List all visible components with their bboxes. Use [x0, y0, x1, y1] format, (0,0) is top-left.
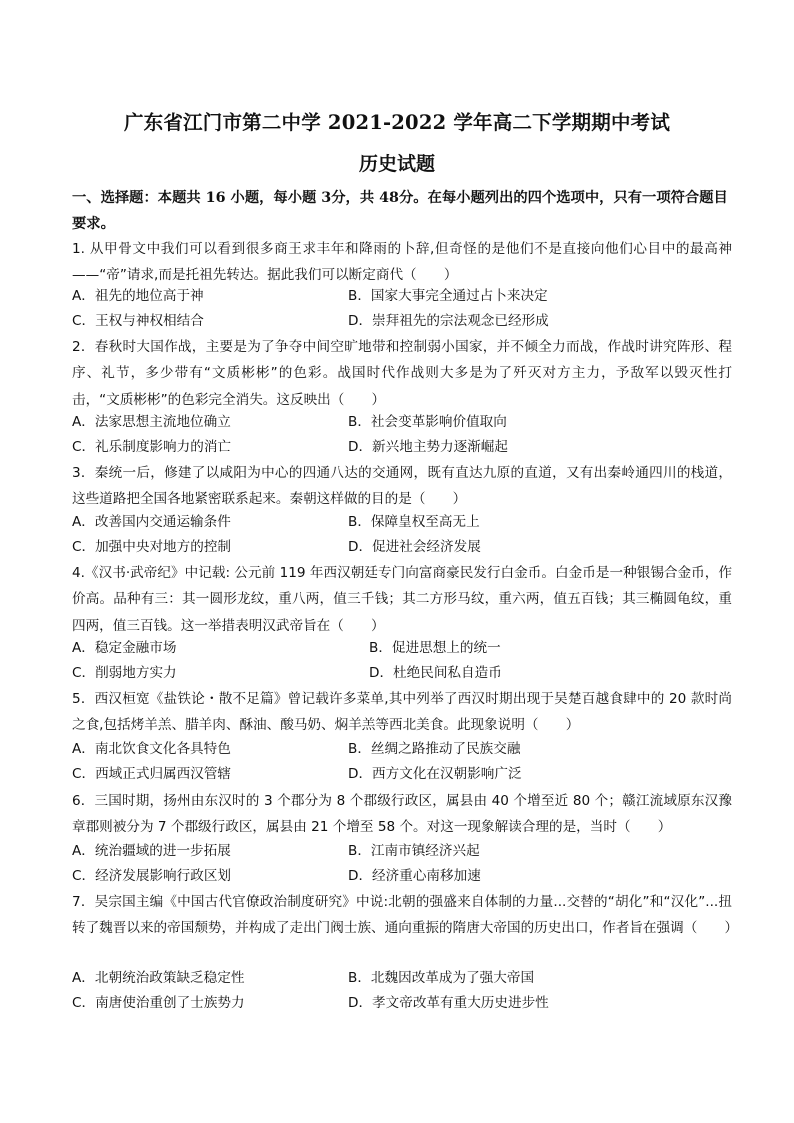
option-c[interactable]: C．西域正式归属西汉管辖: [72, 766, 232, 783]
option-c[interactable]: C．加强中央对地方的控制: [72, 539, 232, 556]
option-d[interactable]: D．新兴地主势力逐渐崛起: [348, 439, 508, 456]
option-a[interactable]: A．南北饮食文化各具特色: [72, 741, 231, 757]
option-d[interactable]: D．促进社会经济发展: [348, 539, 481, 556]
question-stem: 6．三国时期，扬州由东汉时的 3 个郡分为 8 个郡级行政区，属县由 40 个增至近 80 个；赣江流域原东汉豫章郡则被分为 7 个郡级行政区，属县由 21 个增至 58 个。对这一现象解读合理的是，当时（ ）: [72, 793, 732, 836]
question-6: [72, 788, 732, 841]
option-b[interactable]: B．丝绸之路推动了民族交融: [348, 741, 521, 757]
option-b[interactable]: B．社会变革影响价值取向: [348, 414, 507, 430]
question-stem: 2．春秋时大国作战，主要是为了争夺中间空旷地带和控制弱小国家，并不倾全力而战，作战时讲究阵形、程序、礼节，多少带有“文质彬彬”的色彩。战国时代作战则大多是为了歼灭对方主力，予敌军以毁灭性打击，“文质彬彬”的色彩完全消失。这反映出（ ）: [72, 339, 732, 408]
option-d[interactable]: D．杜绝民间私自造币: [369, 665, 502, 682]
option-c[interactable]: C．礼乐制度影响力的消亡: [72, 439, 232, 456]
option-a[interactable]: A．统治疆域的进一步拓展: [72, 843, 231, 859]
question-3: [72, 460, 732, 513]
exam-title: 广东省江门市第二中学 2021-2022 学年高二下学期期中考试: [123, 111, 671, 134]
question-4: [72, 560, 732, 639]
option-a[interactable]: A．改善国内交通运输条件: [72, 514, 231, 530]
option-b[interactable]: B．保障皇权至高无上: [348, 514, 480, 530]
question-1-options: [72, 284, 732, 335]
question-3-options: [72, 510, 732, 561]
option-c[interactable]: C．王权与神权相结合: [72, 313, 204, 330]
option-b[interactable]: B．北魏因改革成为了强大帝国: [348, 970, 535, 986]
option-c[interactable]: C．经济发展影响行政区划: [72, 868, 232, 885]
question-7-options: [72, 966, 732, 1017]
section-heading: 一、选择题：本题共 16 小题，每小题 3分，共 48分。在每小题列出的四个选项中，只有一项符合题目要求。: [72, 190, 728, 232]
question-7: [72, 889, 739, 942]
option-c[interactable]: C．南唐使治重创了士族势力: [72, 995, 245, 1012]
option-a[interactable]: A．祖先的地位高于神: [72, 288, 204, 304]
question-stem: 3．秦统一后，修建了以咸阳为中心的四通八达的交通网，既有直达九原的直道，又有出秦岭通四川的栈道，这些道路把全国各地紧密联系起来。秦朝这样做的目的是（ ）: [72, 465, 732, 508]
option-c[interactable]: C．削弱地方实力: [72, 665, 177, 682]
question-stem: 4.《汉书·武帝纪》中记载: 公元前 119 年西汉朝廷专门向富商豪民发行白金币。白金币是一种银锡合金币，作价高。品种有三：其一圆形龙纹，重八两，值三千钱；其二方形马纹，重六两，值五百钱；其三椭圆龟纹，重四两，值三百钱。这一举措表明汉武帝旨在（ ）: [72, 565, 732, 634]
question-5: [72, 686, 732, 739]
question-stem: 1. 从甲骨文中我们可以看到很多商王求丰年和降雨的卜辞,但奇怪的是他们不是直接向他们心目中的最高神——“帝”请求,而是托祖先转达。据此我们可以断定商代（ ）: [72, 241, 732, 284]
question-5-options: [72, 737, 732, 788]
question-2-options: [72, 410, 732, 461]
option-a[interactable]: A．法家思想主流地位确立: [72, 414, 231, 430]
question-6-options: [72, 839, 732, 890]
option-a[interactable]: A．稳定金融市场: [72, 640, 177, 656]
question-2: [72, 334, 732, 413]
option-a[interactable]: A．北朝统治政策缺乏稳定性: [72, 970, 245, 986]
question-4-options: [72, 636, 732, 687]
question-1: [72, 236, 732, 289]
option-b[interactable]: B．江南市镇经济兴起: [348, 843, 480, 859]
exam-subtitle: 历史试题: [358, 153, 435, 175]
option-d[interactable]: D．孝文帝改革有重大历史进步性: [348, 995, 549, 1012]
question-stem: 5．西汉桓宽《盐铁论・散不足篇》曾记载许多菜单,其中列举了西汉时期出现于吴楚百越食肆中的 20 款时尚之食,包括烤羊羔、腊羊肉、酥油、酸马奶、焖羊羔等西北美食。此现象说明（ ）: [72, 691, 732, 734]
option-b[interactable]: B．促进思想上的统一: [369, 640, 501, 656]
option-b[interactable]: B．国家大事完全通过占卜来决定: [348, 288, 548, 304]
option-d[interactable]: D．崇拜祖先的宗法观念已经形成: [348, 313, 549, 330]
option-d[interactable]: D．经济重心南移加速: [348, 868, 481, 885]
option-d[interactable]: D．西方文化在汉朝影响广泛: [348, 766, 522, 783]
question-stem: 7．吴宗国主编《中国古代官僚政治制度研究》中说:北朝的强盛来自体制的力量...交替的“胡化”和“汉化”...扭转了魏晋以来的帝国颓势，并构成了走出门阀士族、通向重振的隋唐大帝国的历史出口，作者旨在强调（ ）: [72, 894, 739, 937]
